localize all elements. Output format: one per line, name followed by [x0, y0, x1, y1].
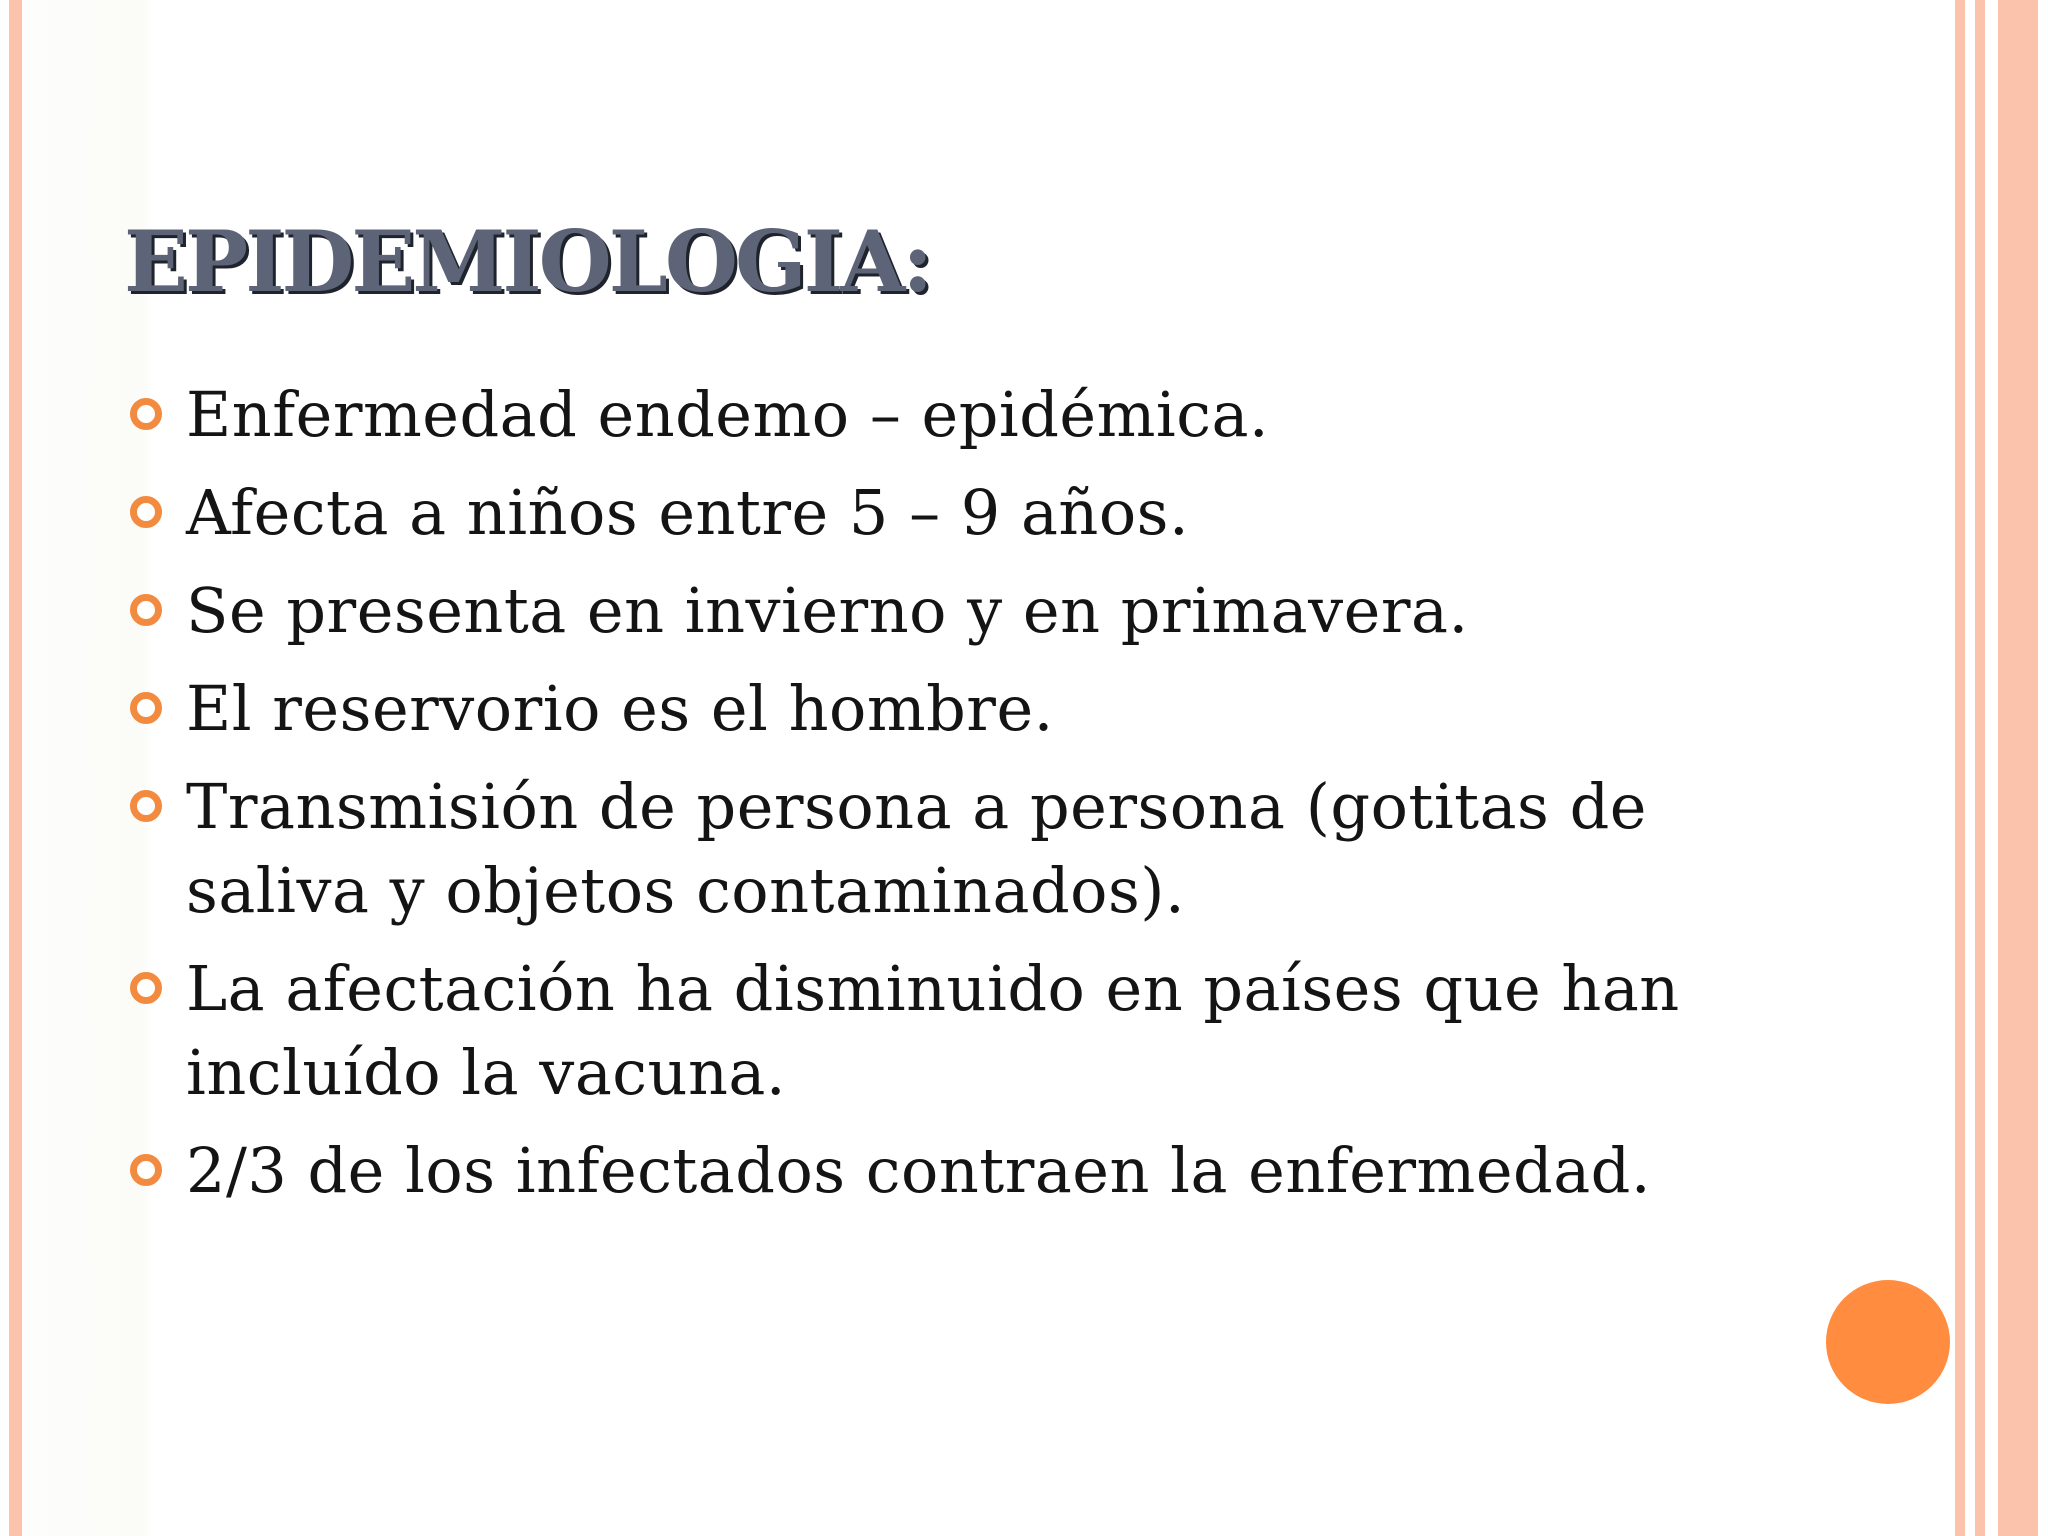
bullet-item — [124, 471, 1724, 555]
bullet-text: Afecta a niños entre 5 – 9 años. — [186, 476, 1190, 549]
bullet-item — [124, 1129, 1724, 1213]
hollow-circle-bullet-icon — [130, 972, 162, 1004]
bullet-text: Se presenta en invierno y en primavera. — [186, 574, 1469, 647]
bullet-text: El reservorio es el hombre. — [186, 672, 1054, 745]
bullet-item — [124, 947, 1724, 1115]
hollow-circle-bullet-icon — [130, 594, 162, 626]
hollow-circle-bullet-icon — [130, 1154, 162, 1186]
bullet-item — [124, 765, 1724, 933]
right-decorative-stripe — [1955, 0, 1965, 1536]
bullet-text: Transmisión de persona a persona (gotitas de saliva y objetos contaminados). — [186, 770, 1647, 927]
bullet-text: Enfermedad endemo – epidémica. — [186, 378, 1270, 451]
hollow-circle-bullet-icon — [130, 692, 162, 724]
right-decorative-stripe — [1998, 0, 2038, 1536]
left-decorative-stripe — [9, 0, 22, 1536]
hollow-circle-bullet-icon — [130, 790, 162, 822]
bullet-list — [124, 373, 1724, 1227]
hollow-circle-bullet-icon — [130, 496, 162, 528]
bullet-text: La afectación ha disminuido en países que han incluído la vacuna. — [186, 952, 1680, 1109]
decorative-orange-circle — [1826, 1280, 1950, 1404]
bullet-item — [124, 569, 1724, 653]
bullet-text: 2/3 de los infectados contraen la enfermedad. — [186, 1134, 1652, 1207]
bullet-item — [124, 667, 1724, 751]
bullet-item — [124, 373, 1724, 457]
hollow-circle-bullet-icon — [130, 398, 162, 430]
slide-title: EPIDEMIOLOGIA: — [124, 212, 931, 311]
right-decorative-stripe — [1975, 0, 1985, 1536]
